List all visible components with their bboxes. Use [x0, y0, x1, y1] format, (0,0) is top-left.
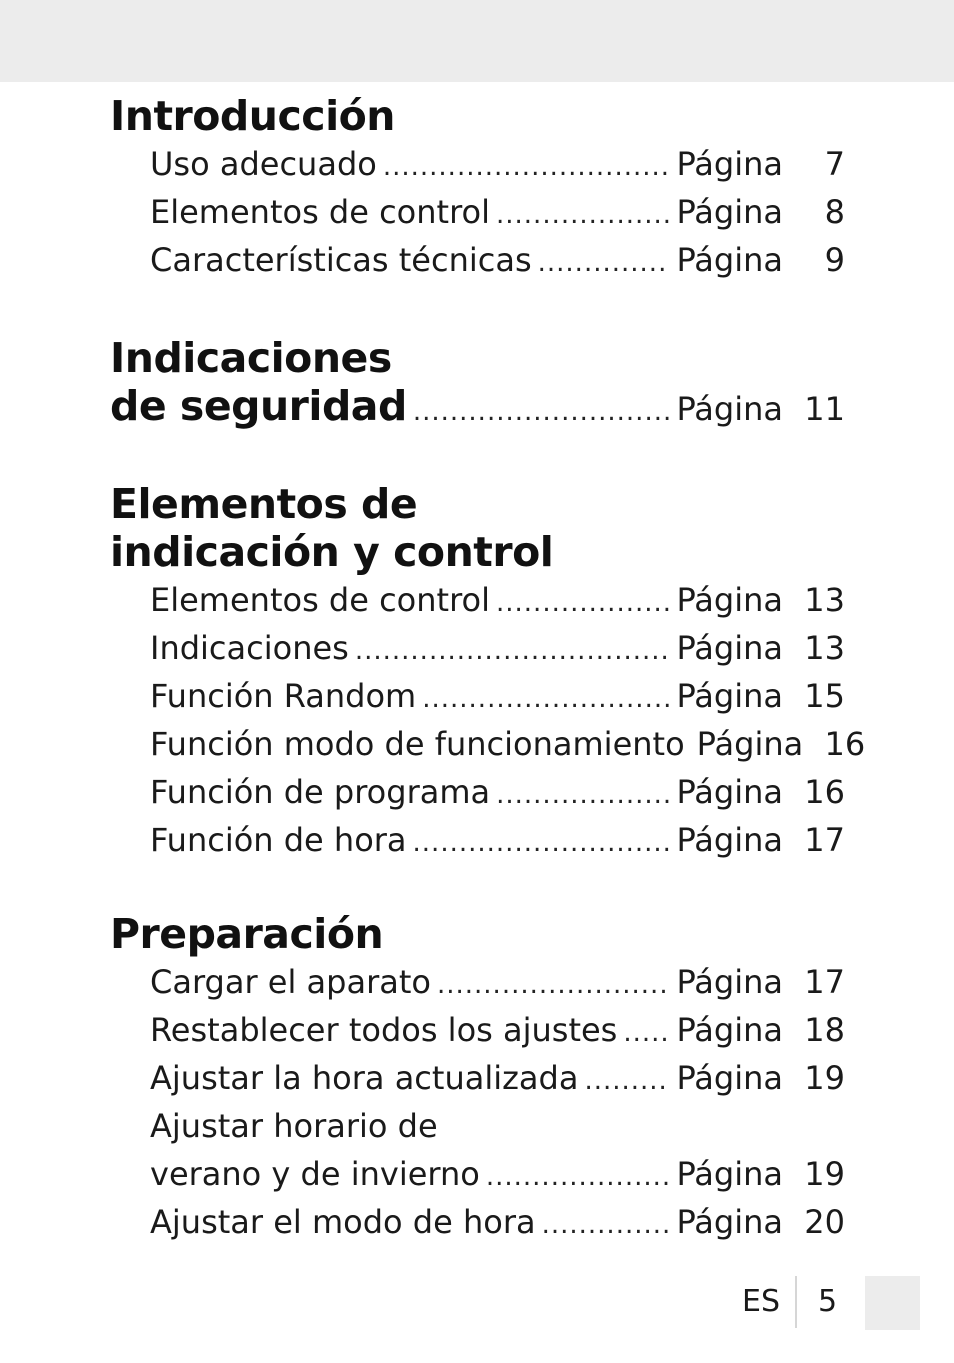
toc-entry[interactable]: [110, 140, 845, 188]
toc-entry[interactable]: [110, 720, 866, 768]
page-number: 9: [824, 241, 845, 279]
section-heading: Indicaciones: [110, 334, 392, 382]
entry-title: Indicaciones: [150, 629, 349, 667]
page-label: Página: [676, 390, 783, 428]
entry-title: Función de programa: [150, 773, 491, 811]
toc-entry[interactable]: [110, 236, 845, 284]
page-label: Página: [676, 629, 783, 667]
page-label: Página: [676, 193, 783, 231]
dot-leader: [623, 1009, 670, 1057]
entry-title: Función modo de funcionamiento: [150, 725, 685, 763]
dot-leader: [496, 579, 670, 627]
toc-section-preparacion: [110, 910, 845, 1246]
dot-leader: [538, 239, 671, 287]
page-label: Página: [676, 677, 783, 715]
page-label: Página: [676, 821, 783, 859]
toc-entry-continued[interactable]: [110, 1102, 845, 1150]
table-of-contents: [110, 92, 866, 1246]
dot-leader: [486, 1153, 671, 1201]
page-number: 13: [804, 629, 845, 667]
toc-entry[interactable]: [110, 576, 845, 624]
page-number: 7: [824, 145, 845, 183]
entry-title: Elementos de control: [150, 193, 490, 231]
toc-entry[interactable]: [110, 1054, 845, 1102]
page-number: 8: [824, 193, 845, 231]
dot-leader: [496, 191, 670, 239]
top-band: [0, 0, 954, 82]
entry-title: Uso adecuado: [150, 145, 377, 183]
page-number: 17: [804, 821, 845, 859]
dot-leader: [422, 675, 670, 723]
page-label: Página: [676, 1059, 783, 1097]
page-number: 11: [804, 390, 845, 428]
page-label: Página: [676, 241, 783, 279]
page-label: Página: [676, 581, 783, 619]
page-number: 19: [804, 1155, 845, 1193]
dot-leader: [542, 1201, 671, 1249]
entry-title: Elementos de control: [150, 581, 490, 619]
section-heading-line: de seguridad: [110, 382, 407, 430]
dot-leader: [584, 1057, 670, 1105]
page-footer: [0, 1276, 954, 1330]
toc-entry[interactable]: [110, 958, 845, 1006]
entry-title: Características técnicas: [150, 241, 532, 279]
entry-title: Función de hora: [150, 821, 407, 859]
toc-heading-entry[interactable]: [110, 382, 845, 430]
page-number: 17: [804, 963, 845, 1001]
dot-leader: [496, 771, 670, 819]
entry-title: Restablecer todos los ajustes: [150, 1011, 618, 1049]
entry-title: Función Random: [150, 677, 417, 715]
page-label: Página: [676, 963, 783, 1001]
toc-section-introduccion: [110, 92, 845, 284]
toc-entry[interactable]: [110, 1198, 845, 1246]
page-label: Página: [676, 1155, 783, 1193]
entry-title: verano y de invierno: [150, 1155, 480, 1193]
dot-leader: [383, 143, 671, 191]
language-code: ES: [742, 1284, 780, 1319]
section-heading: indicación y control: [110, 528, 554, 576]
entry-title: Cargar el aparato: [150, 963, 431, 1001]
toc-entry[interactable]: [110, 624, 845, 672]
section-heading: Introducción: [110, 92, 395, 140]
page-number: 16: [824, 725, 866, 763]
page-number-footer: 5: [818, 1284, 838, 1319]
entry-title: Ajustar la hora actualizada: [150, 1059, 579, 1097]
page-label: Página: [676, 1011, 783, 1049]
page-label: Página: [676, 145, 783, 183]
footer-divider: [795, 1276, 797, 1328]
toc-section-elementos-de-indicacion: [110, 480, 866, 864]
page-number: 18: [804, 1011, 845, 1049]
section-heading: Preparación: [110, 910, 384, 958]
dot-leader: [355, 627, 671, 675]
edge-tab: [865, 1276, 920, 1330]
page-number: 16: [804, 773, 845, 811]
dot-leader: [437, 961, 670, 1009]
toc-entry[interactable]: [110, 188, 845, 236]
entry-title: Ajustar horario de: [150, 1107, 438, 1145]
toc-entry[interactable]: [110, 672, 845, 720]
toc-entry[interactable]: [110, 1150, 845, 1198]
page-label: Página: [676, 773, 783, 811]
dot-leader: [413, 388, 671, 436]
page-number: 15: [804, 677, 845, 715]
entry-title: Ajustar el modo de hora: [150, 1203, 536, 1241]
toc-entry[interactable]: [110, 768, 845, 816]
page-number: 19: [804, 1059, 845, 1097]
toc-entry[interactable]: [110, 1006, 845, 1054]
dot-leader: [413, 819, 671, 867]
toc-entry[interactable]: [110, 816, 845, 864]
page-label: Página: [676, 1203, 783, 1241]
section-heading: Elementos de: [110, 480, 418, 528]
page-label: Página: [696, 725, 804, 763]
toc-section-indicaciones-de-seguridad: [110, 334, 845, 430]
page-number: 20: [804, 1203, 845, 1241]
page-number: 13: [804, 581, 845, 619]
